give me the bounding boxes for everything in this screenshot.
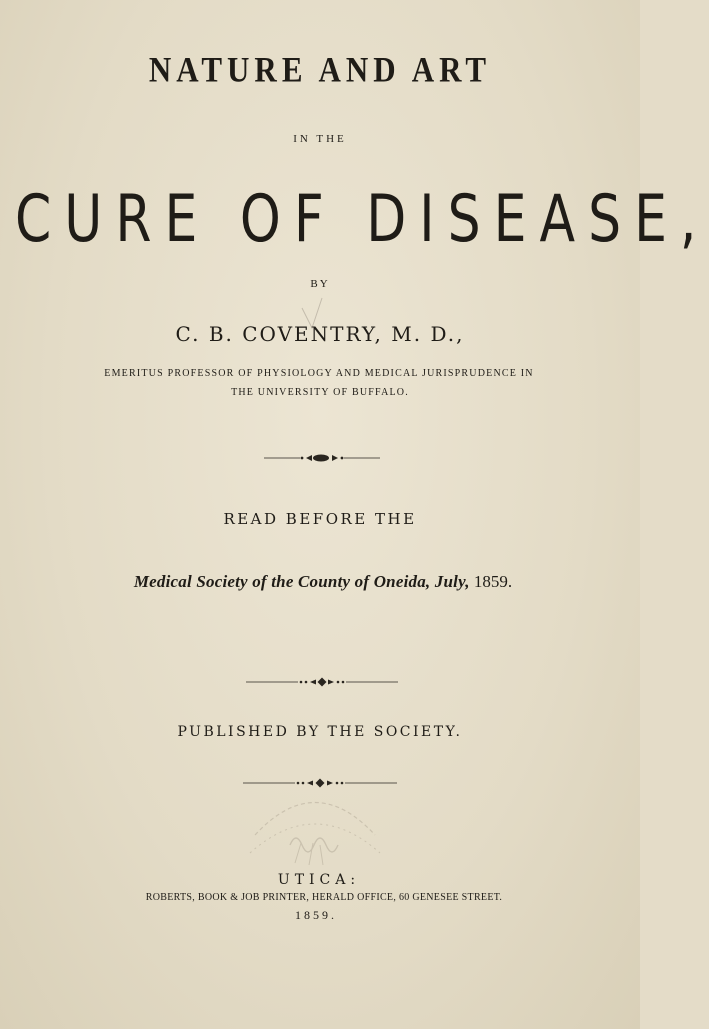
title-line-1: NATURE AND ART [148,49,492,90]
printer-line: ROBERTS, BOOK & JOB PRINTER, HERALD OFFICE, 60 GENESEE STREET. [145,892,503,903]
library-stamp-mark [235,775,395,885]
society-line [3,572,643,592]
publication-year: 1859. [295,908,337,922]
title-line-2: IN THE [293,133,347,145]
place-line: UTICA: [277,872,361,888]
author-position-line-2: THE UNIVERSITY OF BUFFALO. [231,387,409,398]
by-line: BY [310,278,330,290]
published-line: PUBLISHED BY THE SOCIETY. [177,724,463,740]
author-name: C. B. COVENTRY, M. D., [175,322,465,346]
read-before-line: READ BEFORE THE [223,510,417,528]
society-year: 1859. [473,572,513,591]
title-line-3: CURE OF DISEASE, [15,182,709,257]
pencil-check-mark [300,296,324,332]
ornament-divider-2 [246,676,398,688]
society-name: Medical Society of the County of Oneida, July, [133,572,470,591]
author-position-line-1: EMERITUS PROFESSOR OF PHYSIOLOGY AND MEDICAL JURISPRUDENCE IN [104,368,534,379]
ornament-divider-1 [264,452,380,464]
